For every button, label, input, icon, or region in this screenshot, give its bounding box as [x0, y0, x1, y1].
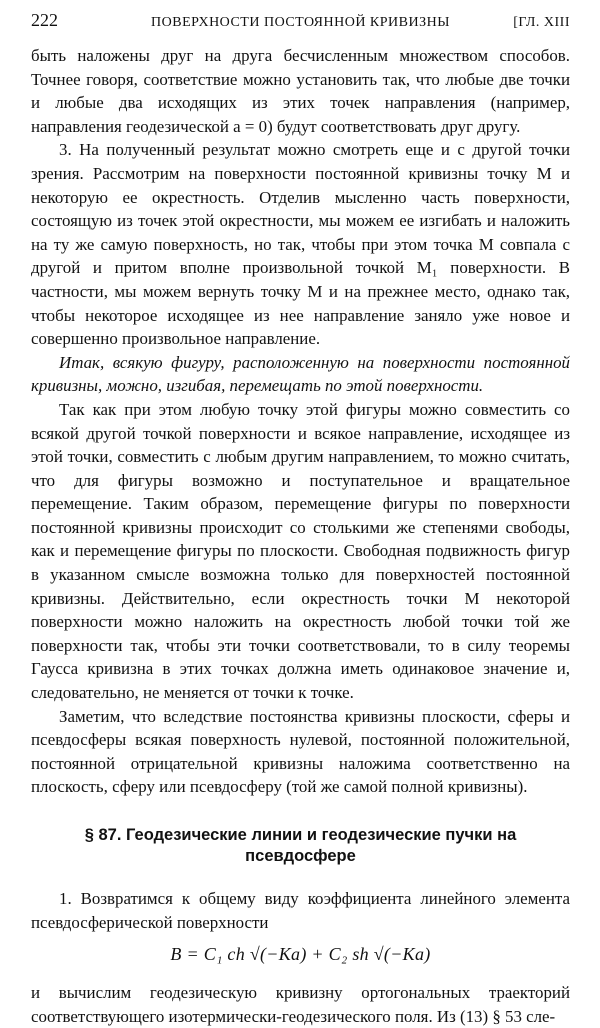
section-heading: § 87. Геодезические линии и геодезические пучки на псевдосфере [84, 826, 517, 865]
paragraph-point-3: 3. На полученный результат можно смотреть еще и с другой точки зрения. Рассмотрим на поверхности постоянной кривизны точку M и некоторую ее окрестность. Отделив мысленно часть поверхности, состоящую из точек этой окрестности, мы можем ее изгибать и наложить на ту же самую поверхность, но так, чтобы при этом точка M совпала с другой и притом вполне произвольной точкой M₁ поверхности. В частности, мы можем вернуть точку M и на прежнее место, однако так, чтобы некоторое исходящее из нее направление заняло уже новое и совершенно произвольное направление. [31, 140, 570, 349]
formula [31, 944, 570, 965]
paragraph-remark: Заметим, что вследствие постоянства кривизны плоскости, сферы и псевдосферы всякая поверхность нулевой, постоянной положительной, постоянной отрицательной кривизны наложима соответственно на плоскость, сферу или псевдосферу (той же самой полной кривизны). [31, 706, 570, 797]
paragraph-continuation: быть наложены друг на друга бесчисленным множеством способов. Точнее говоря, соответствие можно установить так, что любые две точки и любые два исходящих из этих точек направления (например, направления геодезической a = 0) будут соответствовать друг другу. [31, 46, 570, 136]
paragraph-freedom: Так как при этом любую точку этой фигуры можно совместить со всякой другой точкой поверхности и всякое направление, исходящее из этой точки, совместить с любым другим направлением, то можно считать, что для фигуры возможно и поступательное и вращательное перемещение. Таким образом, перемещение фигуры по поверхности постоянной кривизны происходит со столькими же степенями свободы, как и перемещение фигуры по плоскости. Свободная подвижность фигур в указанном смысле возможна только для поверхностей постоянной кривизны. Действительно, если окрестность точки M некоторой поверхности можно наложить на окрестность любой точки той же поверхности так, чтобы эти точки соответствовали, то в силу теоремы Гаусса кривизна в этих точках должна иметь одинаковое значение и, следовательно, не меняется от точки к точке. [31, 399, 570, 703]
running-title: ПОВЕРХНОСТИ ПОСТОЯННОЙ КРИВИЗНЫ [151, 15, 450, 30]
formula-text: B = C₁ ch √(−Ka) + C₂ sh √(−Ka) [170, 944, 431, 965]
chapter-label: [ГЛ. XIII [513, 15, 570, 30]
page-header [31, 10, 570, 44]
paragraph-section-intro: 1. Возвратимся к общему виду коэффициента линейного элемента псевдосферической поверхности [31, 889, 570, 932]
paragraph-conclusion: Итак, всякую фигуру, расположенную на поверхности постоянной кривизны, можно, изгибая, перемещать по этой поверхности. [31, 352, 570, 396]
page-number: 222 [31, 10, 58, 30]
paragraph-closing: и вычислим геодезическую кривизну ортогональных траекторий соответствующего изотермически-геодезического поля. Из (13) § 53 сле- [31, 983, 570, 1026]
